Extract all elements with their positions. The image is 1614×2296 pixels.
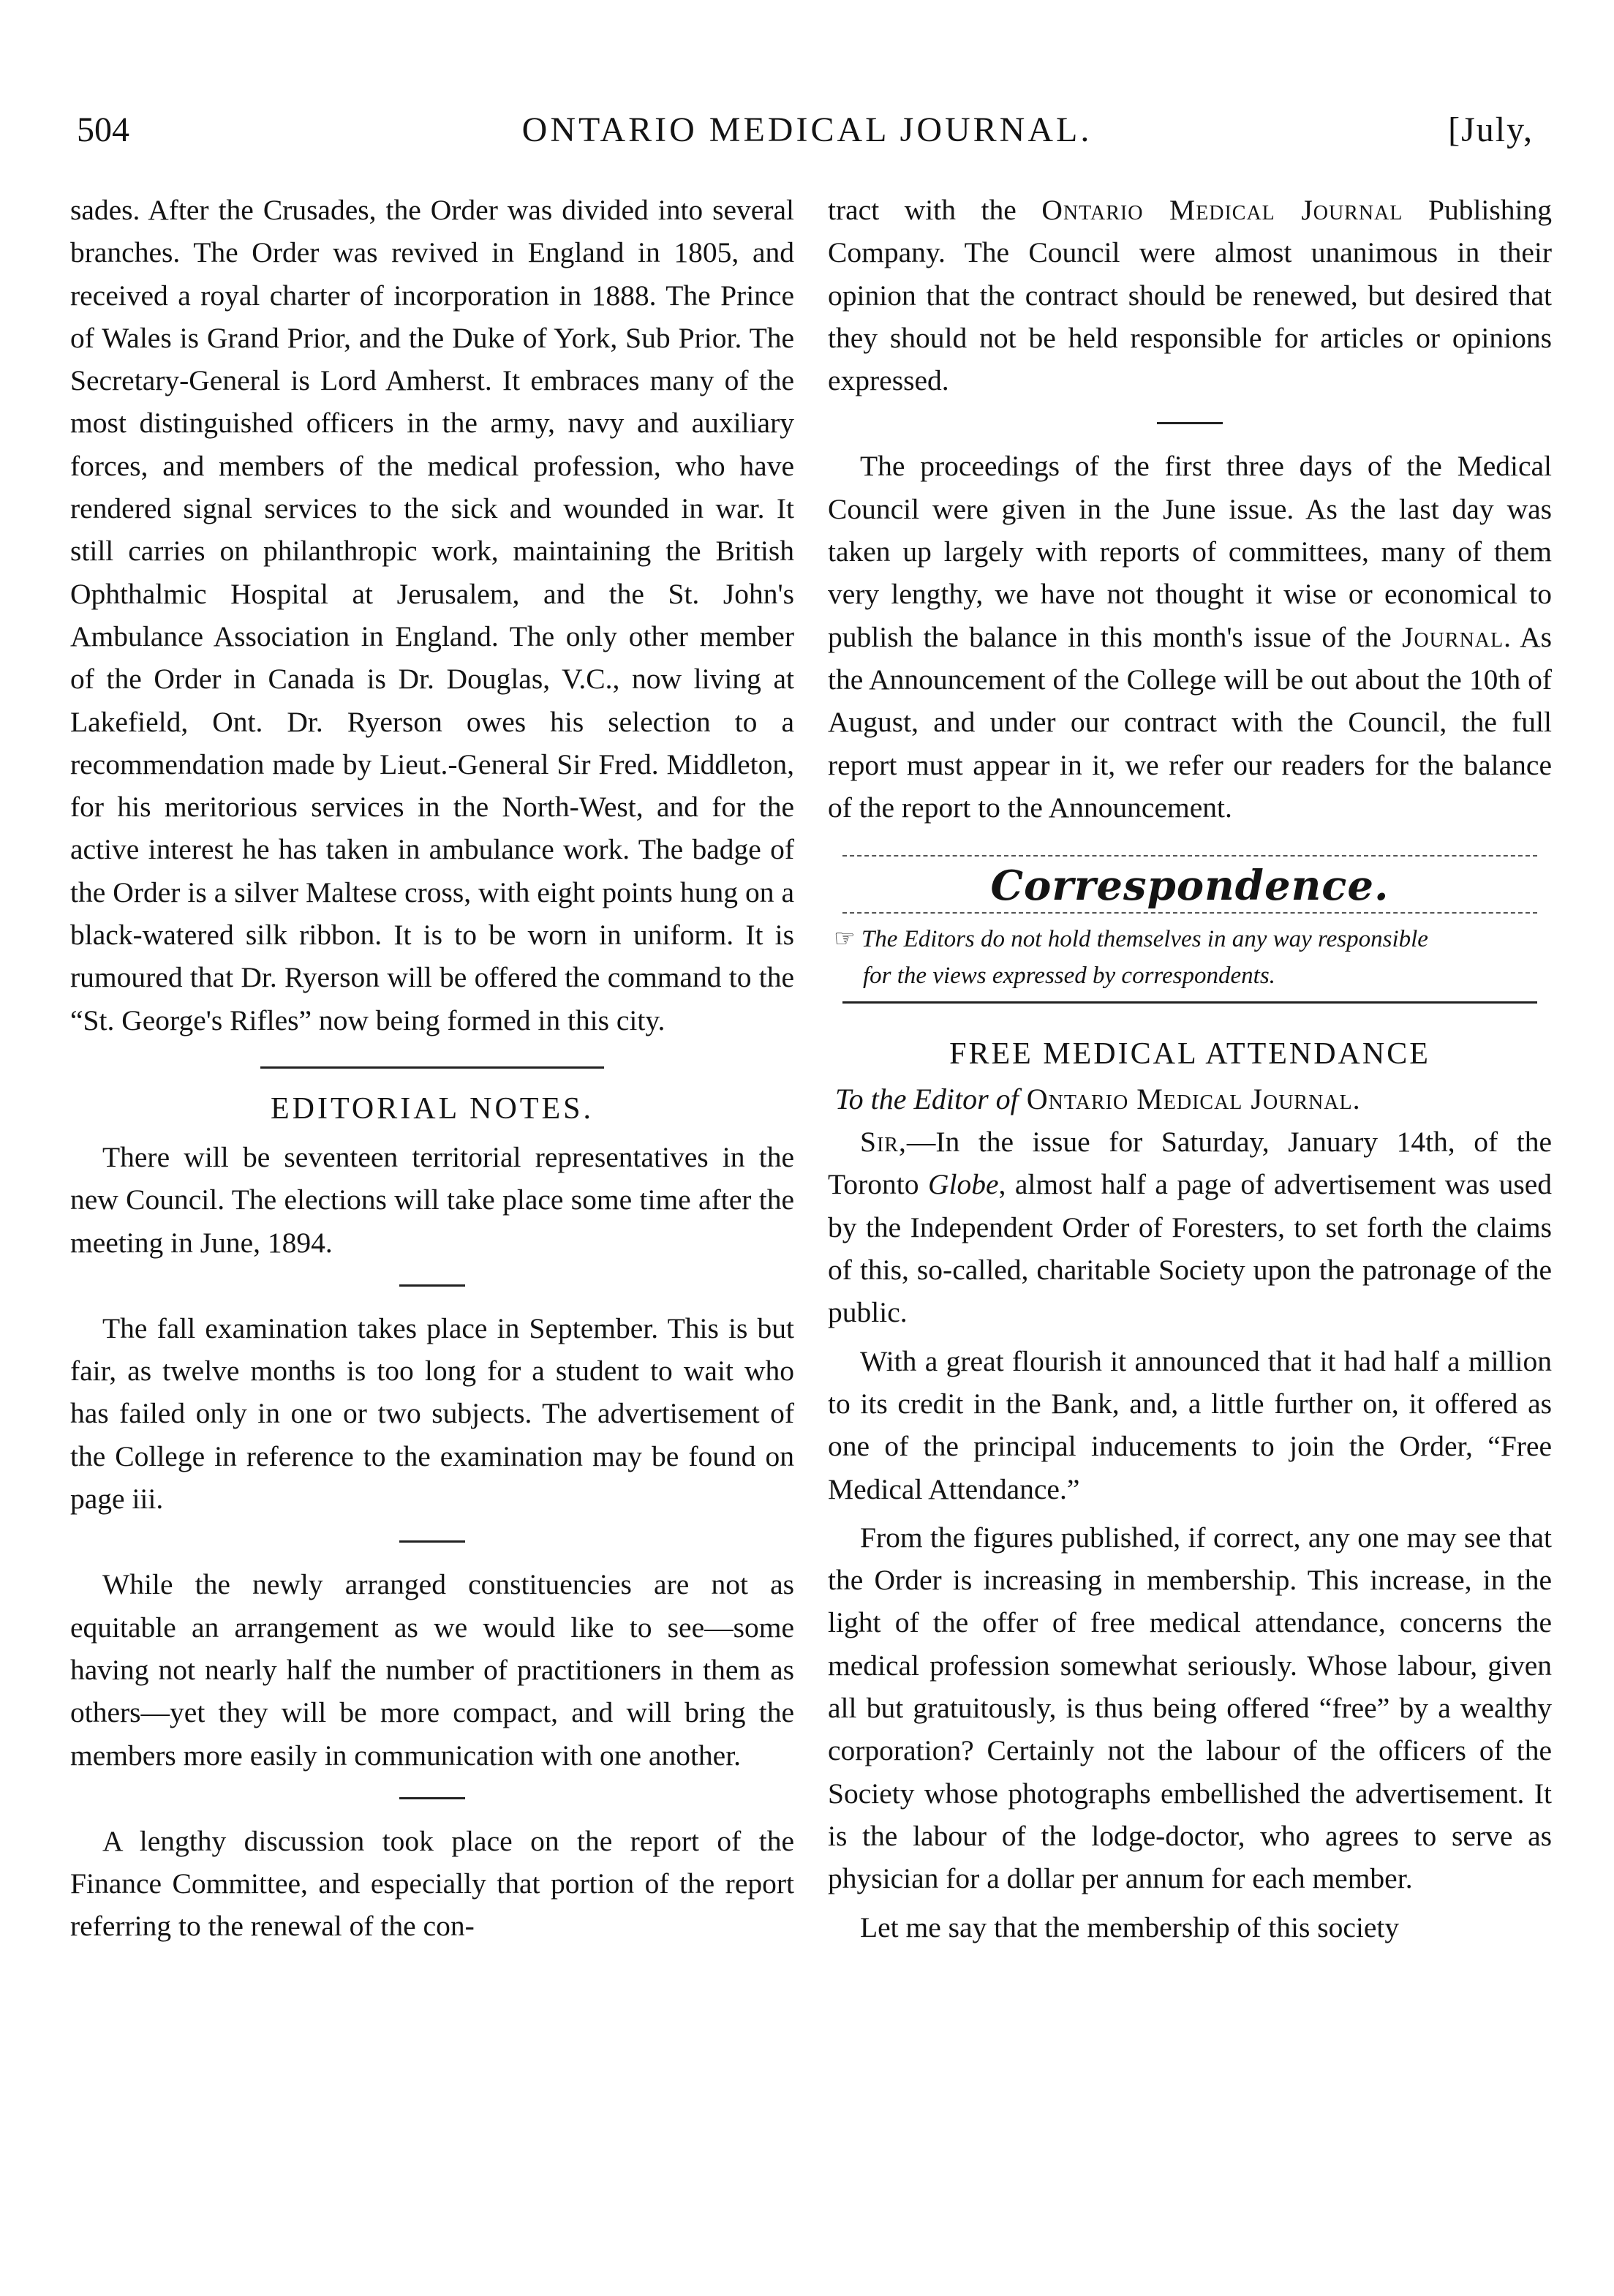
correspondence-heading: Correspondence. (990, 862, 1389, 911)
editorial-note: A lengthy discussion took place on the report of the Finance Committee, and especially that portion of the report referring to the renewal of the con- (70, 1824, 794, 1943)
pointing-hand-icon: ☞ (834, 926, 856, 953)
council-contract-text: tract with the Ontario Medical Journal Publishing Company. The Council were almost unanimous in their opinion that the contract should be renewed, but desired that they should not be held responsible for articles or opinions expressed. (828, 194, 1552, 397)
issue-month: [July, (1448, 110, 1534, 149)
page-number: 504 (77, 110, 129, 149)
proceedings-text: The proceedings of the first three days of the Medical Council were given in the June issue. As the last day was taken up largely with reports of committees, many of them very lengthy, we have not thought it wise or economical to publish the balance in this month's issue of the Journal. As the Announcement of the College will be out about the 10th of August, and under our contract with the Council, the full report must appear in it, we refer our readers for the balance of the report to the Announcement. (828, 450, 1552, 824)
letter-paragraph: Let me say that the membership of this society (860, 1911, 1400, 1943)
editorial-note: There will be seventeen territorial representatives in the new Council. The elections will take place some time after the meeting in June, 1894. (70, 1140, 794, 1259)
journal-word: Journal (1402, 620, 1504, 653)
page-header (0, 110, 1614, 168)
left-column (70, 189, 794, 1948)
editorial-disclaimer: ☞ The Editors do not hold themselves in any way responsible for the views expressed by correspondents. (834, 926, 1428, 990)
letter-paragraph: From the figures published, if correct, any one may see that the Order is increasing in membership. This increase, in the light of the offer of free medical attendance, concerns the medical profession somewhat seriously. Whose labour, given all but gratuitously, is thus being offered “free” by a wealthy corporation? Certainly not the labour of the officers of the Society whose photographs embellished the advertisement. It is the labour of the lodge-doctor, who agrees to serve as physician for a dollar per annum for each member. (828, 1521, 1552, 1895)
right-column (828, 189, 1552, 1949)
letter-paragraph: With a great flourish it announced that it had half a million to its credit in the Bank, and, a little further on, it offered as one of the principal inducements to join the Order, “Free Medical Attendance.” (828, 1344, 1552, 1505)
editorial-notes-heading: EDITORIAL NOTES. (271, 1091, 594, 1126)
journal-name: Ontario Medical Journal (1041, 194, 1403, 226)
letter-salutation: To the Editor of Ontario Medical Journal. (835, 1083, 1361, 1116)
editorial-note: While the newly arranged constituencies are not as equitable an arrangement as we would like to see—some having not nearly half the number of practitioners in them as others—yet they will be more compact, and will bring the members more easily in communication with one another. (70, 1568, 794, 1772)
editorial-note: The fall examination takes place in September. This is but fair, as twelve months is too long for a student to wait who has failed only in one or two subjects. The advertisement of the College in reference to the examination may be found on page iii. (70, 1311, 794, 1516)
continued-article-text: sades. After the Crusades, the Order was divided into several branches. The Order was revived in England in 1805, and received a royal charter of incorporation in 1888. The Prince of Wales is Grand Prior, and the Duke of York, Sub Prior. The Secretary-General is Lord Amherst. It embraces many of the most distinguished officers in the army, navy and auxiliary forces, and members of the medical profession, who have rendered signal services to the sick and wounded in war. It still carries on philanthropic work, maintaining the British Ophthalmic Hospital at Jerusalem, and the St. John's Ambulance Association in England. The only other member of the Order in Canada is Dr. Douglas, V.C., now living at Lakefield, Ont. Dr. Ryerson owes his selection to a recommendation made by Lieut.-General Sir Fred. Middleton, for his meritorious services in the North-West, and for the active interest he has taken in ambulance work. The badge of the Order is a silver Maltese cross, with eight points hung on a black-watered silk ribbon. It is to be worn in uniform. It is rumoured that Dr. Ryerson will be offered the command to the “St. George's Rifles” now being formed in this city. (70, 194, 794, 1036)
journal-title: ONTARIO MEDICAL JOURNAL. (521, 110, 1093, 149)
letter-heading: FREE MEDICAL ATTENDANCE (949, 1037, 1430, 1072)
globe-title: Globe (927, 1168, 999, 1201)
letter-paragraph: Sir,—In the issue for Saturday, January 14th, of the Toronto Globe, almost half a page of advertisement was used by the Independent Order of Foresters, to set forth the claims of this, so-called, charitable Society upon the patronage of the public. (828, 1126, 1553, 1329)
